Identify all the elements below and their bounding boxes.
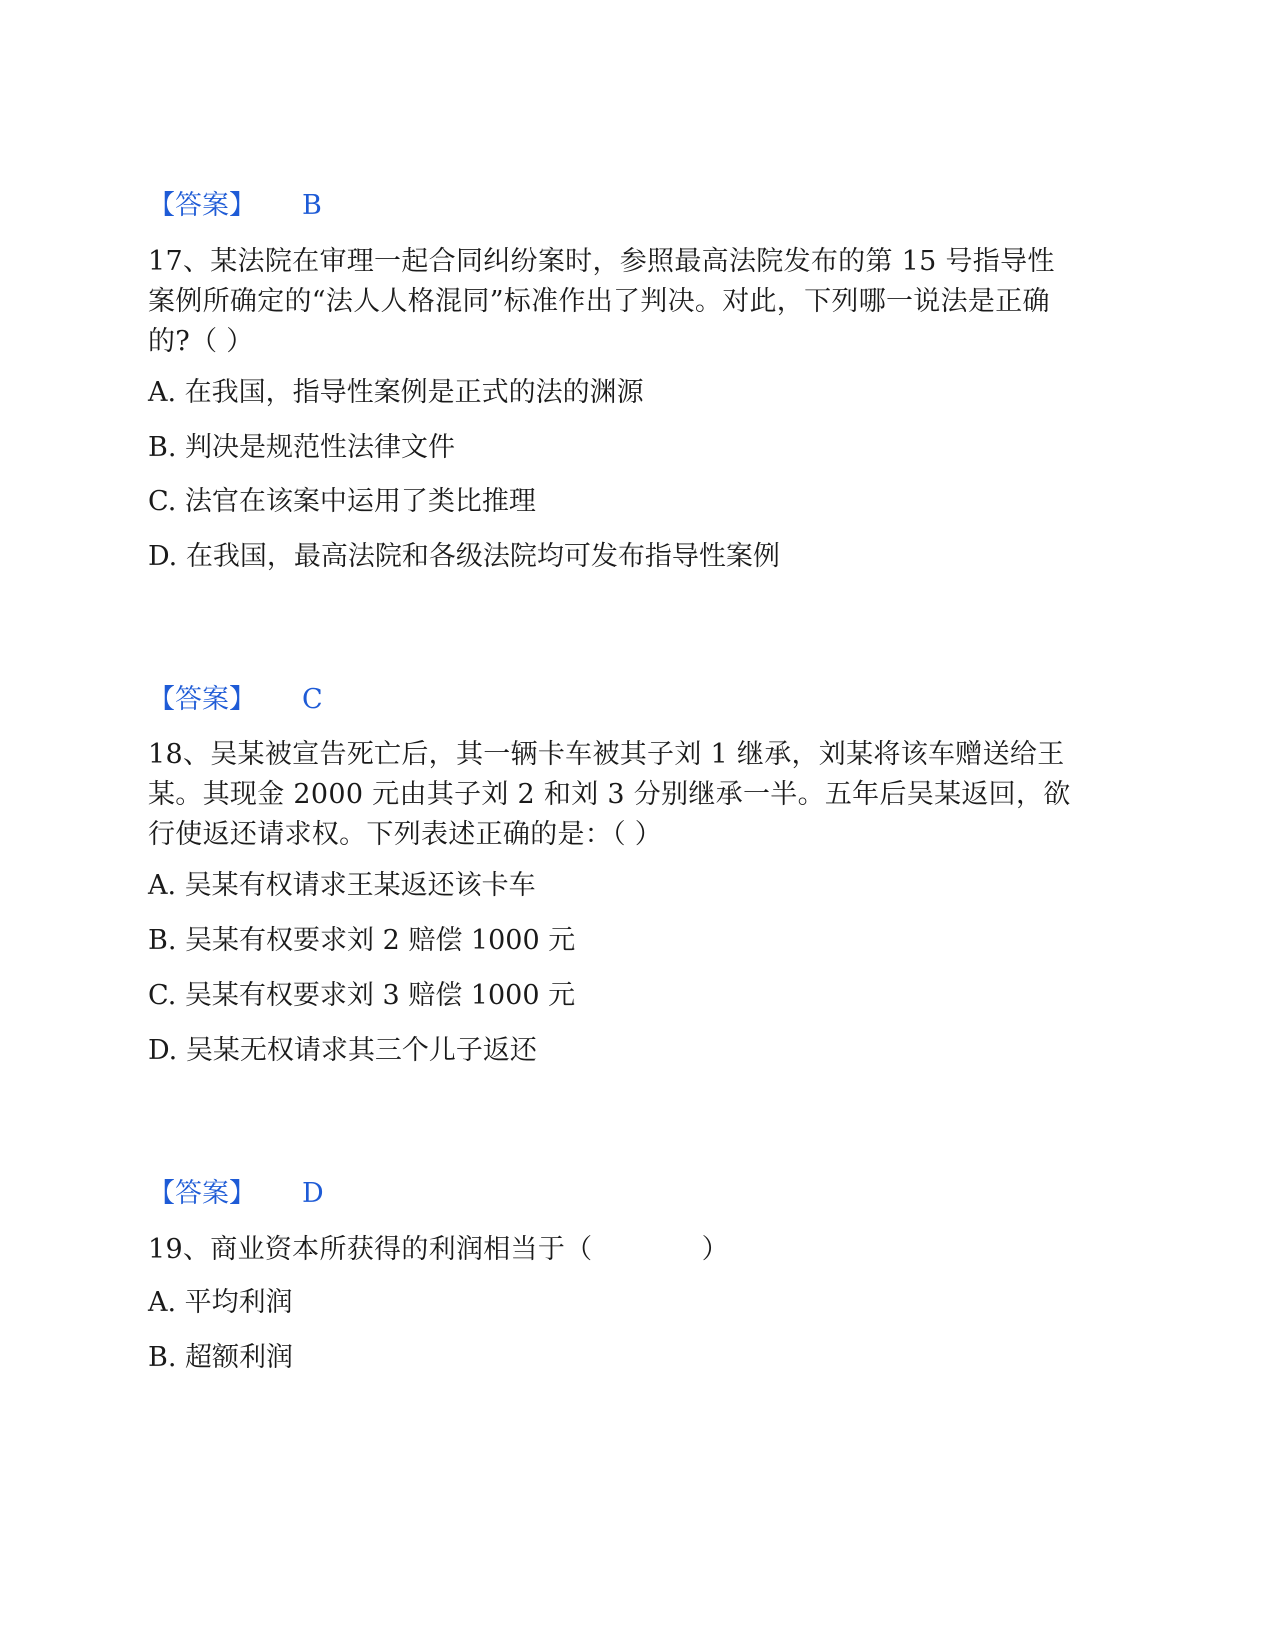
question-19-option-b: B. 超额利润	[148, 1342, 294, 1373]
answer-label: 【答案】	[148, 684, 256, 715]
question-18-option-a: A. 吴某有权请求王某返还该卡车	[148, 870, 536, 901]
question-17-option-a: A. 在我国，指导性案例是正式的法的渊源	[148, 377, 644, 408]
answer-label: 【答案】	[148, 1178, 256, 1209]
question-18-text: 18、吴某被宣告死亡后，其一辆卡车被其子刘 1 继承，刘某将该车赠送给王某。其现金 2000 元由其子刘 2 和刘 3 分别继承一半。五年后吴某返回，欲行使返还请求权。下列表述正确的是：（ ）	[148, 739, 1071, 850]
question-19-option-a: A. 平均利润	[148, 1287, 293, 1318]
answer-line	[148, 682, 323, 718]
question-17-option-c: C. 法官在该案中运用了类比推理	[148, 486, 536, 517]
question-17-option-b: B. 判决是规范性法律文件	[148, 432, 456, 463]
question-18-option-b: B. 吴某有权要求刘 2 赔偿 1000 元	[148, 925, 576, 956]
answer-label: 【答案】	[148, 190, 256, 221]
question-18-option-c: C. 吴某有权要求刘 3 赔偿 1000 元	[148, 980, 576, 1011]
question-19-text: 19、商业资本所获得的利润相当于（ ）	[148, 1234, 729, 1265]
answer-value: C	[302, 684, 323, 715]
question-18-option-d: D. 吴某无权请求其三个儿子返还	[148, 1035, 537, 1066]
answer-line	[148, 188, 322, 224]
question-17-option-d: D. 在我国，最高法院和各级法院均可发布指导性案例	[148, 541, 780, 572]
answer-line	[148, 1176, 324, 1212]
answer-value: D	[302, 1178, 324, 1209]
question-17-text: 17、某法院在审理一起合同纠纷案时，参照最高法院发布的第 15 号指导性案例所确定的“法人人格混同”标准作出了判决。对此，下列哪一说法是正确的?（ ）	[148, 246, 1055, 357]
answer-value: B	[302, 190, 322, 221]
